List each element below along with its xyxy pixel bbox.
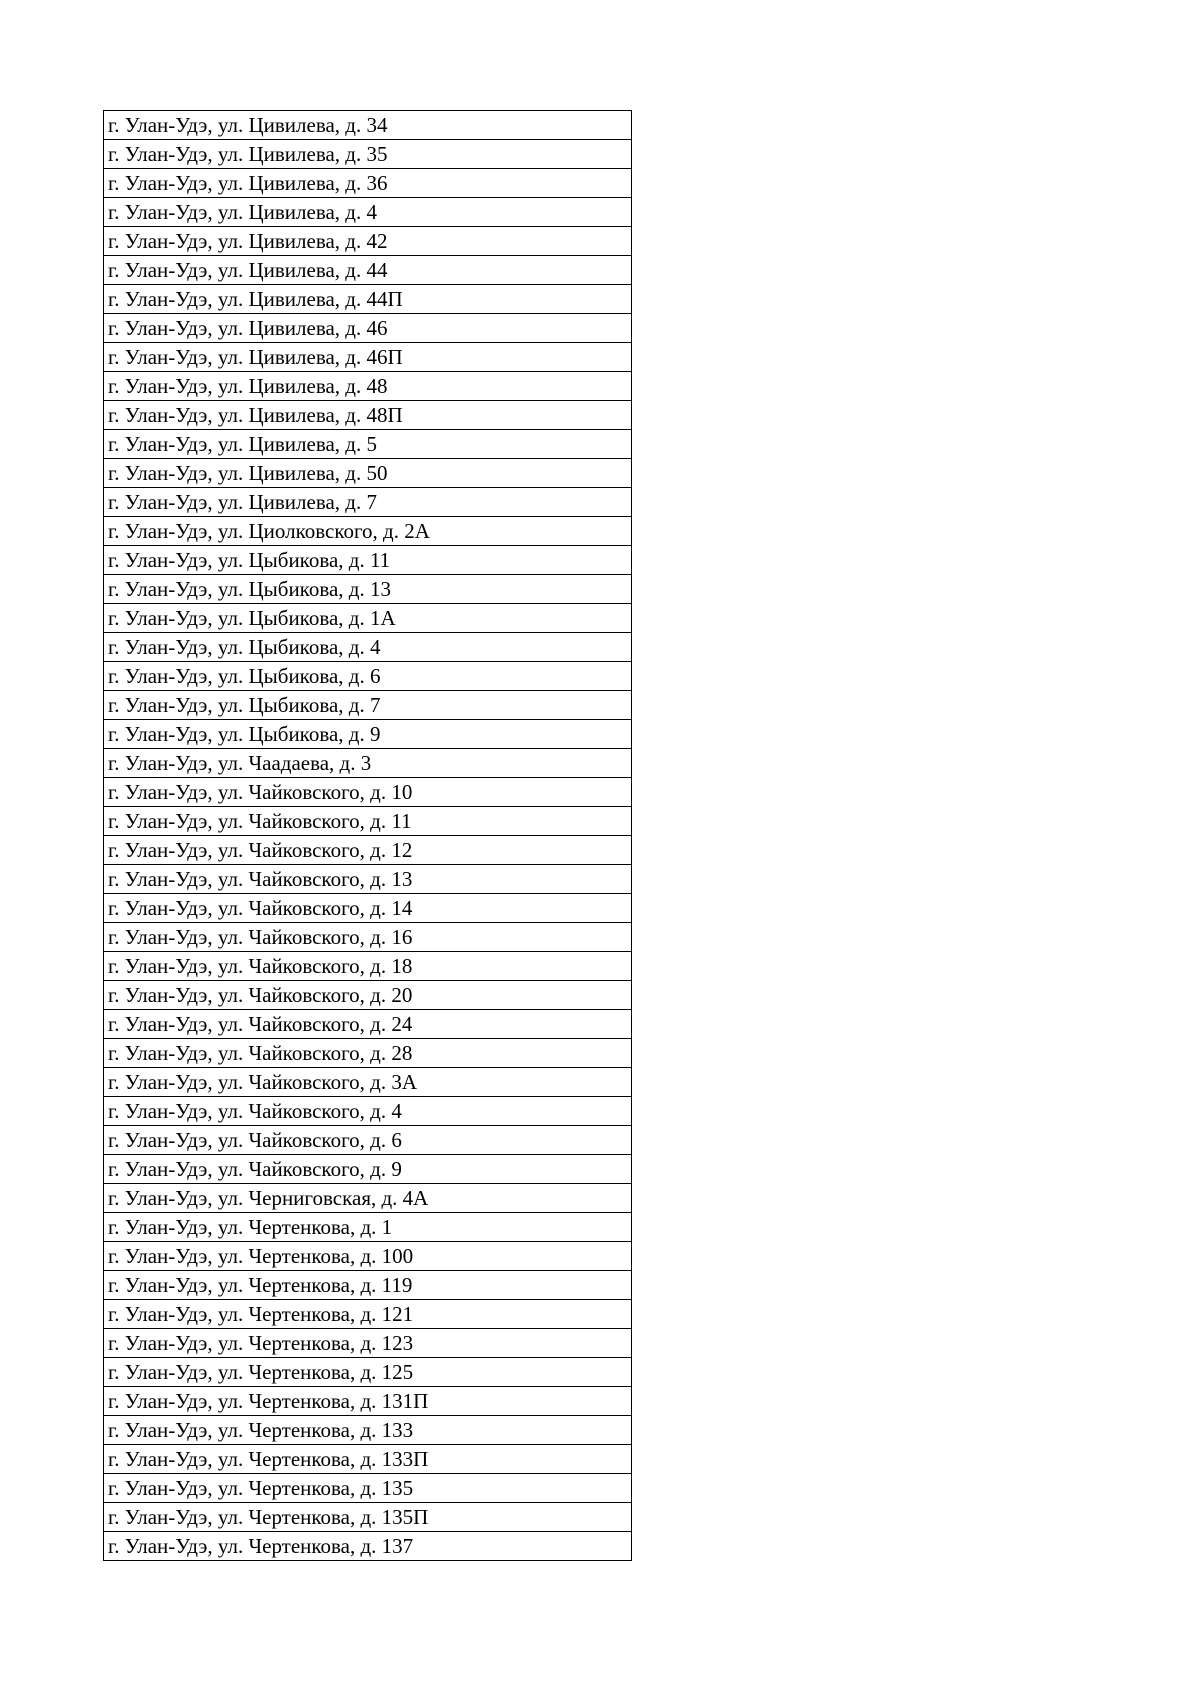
table-row	[104, 1300, 632, 1329]
table-row	[104, 575, 632, 604]
address-cell: г. Улан-Удэ, ул. Чайковского, д. 9	[104, 1155, 632, 1184]
address-cell: г. Улан-Удэ, ул. Чайковского, д. 11	[104, 807, 632, 836]
address-cell: г. Улан-Удэ, ул. Черниговская, д. 4А	[104, 1184, 632, 1213]
address-cell: г. Улан-Удэ, ул. Цивилева, д. 35	[104, 140, 632, 169]
table-row	[104, 1445, 632, 1474]
table-row	[104, 1184, 632, 1213]
table-row	[104, 1271, 632, 1300]
table-row	[104, 894, 632, 923]
address-cell: г. Улан-Удэ, ул. Цивилева, д. 5	[104, 430, 632, 459]
address-cell: г. Улан-Удэ, ул. Цыбикова, д. 6	[104, 662, 632, 691]
address-cell: г. Улан-Удэ, ул. Чертенкова, д. 123	[104, 1329, 632, 1358]
table-row	[104, 1155, 632, 1184]
address-cell: г. Улан-Удэ, ул. Чертенкова, д. 125	[104, 1358, 632, 1387]
address-cell: г. Улан-Удэ, ул. Чертенкова, д. 1	[104, 1213, 632, 1242]
address-cell: г. Улан-Удэ, ул. Чертенкова, д. 135П	[104, 1503, 632, 1532]
table-row	[104, 546, 632, 575]
table-row	[104, 981, 632, 1010]
table-row	[104, 1213, 632, 1242]
address-cell: г. Улан-Удэ, ул. Цивилева, д. 4	[104, 198, 632, 227]
address-cell: г. Улан-Удэ, ул. Цивилева, д. 48	[104, 372, 632, 401]
address-cell: г. Улан-Удэ, ул. Чайковского, д. 4	[104, 1097, 632, 1126]
table-row	[104, 633, 632, 662]
table-row	[104, 1068, 632, 1097]
address-cell: г. Улан-Удэ, ул. Чертенкова, д. 135	[104, 1474, 632, 1503]
address-cell: г. Улан-Удэ, ул. Чайковского, д. 3А	[104, 1068, 632, 1097]
address-cell: г. Улан-Удэ, ул. Чайковского, д. 20	[104, 981, 632, 1010]
table-row	[104, 1416, 632, 1445]
address-cell: г. Улан-Удэ, ул. Цивилева, д. 48П	[104, 401, 632, 430]
table-row	[104, 923, 632, 952]
table-row	[104, 778, 632, 807]
address-cell: г. Улан-Удэ, ул. Цыбикова, д. 7	[104, 691, 632, 720]
table-row	[104, 372, 632, 401]
address-cell: г. Улан-Удэ, ул. Чайковского, д. 16	[104, 923, 632, 952]
address-cell: г. Улан-Удэ, ул. Чайковского, д. 14	[104, 894, 632, 923]
table-row	[104, 198, 632, 227]
address-cell: г. Улан-Удэ, ул. Чайковского, д. 28	[104, 1039, 632, 1068]
address-cell: г. Улан-Удэ, ул. Цивилева, д. 46П	[104, 343, 632, 372]
table-row	[104, 1358, 632, 1387]
address-cell: г. Улан-Удэ, ул. Чертенкова, д. 119	[104, 1271, 632, 1300]
table-row	[104, 720, 632, 749]
address-cell: г. Улан-Удэ, ул. Чайковского, д. 12	[104, 836, 632, 865]
address-cell: г. Улан-Удэ, ул. Чертенкова, д. 133П	[104, 1445, 632, 1474]
table-row	[104, 343, 632, 372]
table-row	[104, 517, 632, 546]
address-cell: г. Улан-Удэ, ул. Цивилева, д. 46	[104, 314, 632, 343]
table-row	[104, 1039, 632, 1068]
table-row	[104, 256, 632, 285]
table-row	[104, 1097, 632, 1126]
address-cell: г. Улан-Удэ, ул. Циолковского, д. 2А	[104, 517, 632, 546]
table-row	[104, 459, 632, 488]
address-cell: г. Улан-Удэ, ул. Цыбикова, д. 13	[104, 575, 632, 604]
table-row	[104, 169, 632, 198]
table-row	[104, 401, 632, 430]
address-cell: г. Улан-Удэ, ул. Чертенкова, д. 100	[104, 1242, 632, 1271]
table-row	[104, 1532, 632, 1561]
table-row	[104, 1010, 632, 1039]
address-table-body	[104, 111, 632, 1561]
table-row	[104, 662, 632, 691]
address-cell: г. Улан-Удэ, ул. Цивилева, д. 7	[104, 488, 632, 517]
address-cell: г. Улан-Удэ, ул. Чертенкова, д. 133	[104, 1416, 632, 1445]
table-row	[104, 227, 632, 256]
table-row	[104, 314, 632, 343]
table-row	[104, 430, 632, 459]
table-row	[104, 285, 632, 314]
address-cell: г. Улан-Удэ, ул. Цивилева, д. 36	[104, 169, 632, 198]
table-row	[104, 1329, 632, 1358]
address-cell: г. Улан-Удэ, ул. Чайковского, д. 13	[104, 865, 632, 894]
table-row	[104, 952, 632, 981]
table-row	[104, 807, 632, 836]
address-cell: г. Улан-Удэ, ул. Цивилева, д. 34	[104, 111, 632, 140]
table-row	[104, 691, 632, 720]
table-row	[104, 1474, 632, 1503]
table-row	[104, 1126, 632, 1155]
address-cell: г. Улан-Удэ, ул. Цивилева, д. 44	[104, 256, 632, 285]
table-row	[104, 865, 632, 894]
address-cell: г. Улан-Удэ, ул. Чертенкова, д. 121	[104, 1300, 632, 1329]
address-cell: г. Улан-Удэ, ул. Чайковского, д. 10	[104, 778, 632, 807]
table-row	[104, 1242, 632, 1271]
address-cell: г. Улан-Удэ, ул. Чертенкова, д. 137	[104, 1532, 632, 1561]
address-cell: г. Улан-Удэ, ул. Чаадаева, д. 3	[104, 749, 632, 778]
address-cell: г. Улан-Удэ, ул. Цыбикова, д. 4	[104, 633, 632, 662]
address-cell: г. Улан-Удэ, ул. Цыбикова, д. 1А	[104, 604, 632, 633]
address-cell: г. Улан-Удэ, ул. Цыбикова, д. 11	[104, 546, 632, 575]
table-row	[104, 111, 632, 140]
table-row	[104, 488, 632, 517]
table-row	[104, 836, 632, 865]
table-row	[104, 749, 632, 778]
address-table	[103, 110, 632, 1561]
address-cell: г. Улан-Удэ, ул. Цивилева, д. 42	[104, 227, 632, 256]
address-cell: г. Улан-Удэ, ул. Цивилева, д. 44П	[104, 285, 632, 314]
table-row	[104, 1387, 632, 1416]
table-row	[104, 1503, 632, 1532]
address-cell: г. Улан-Удэ, ул. Цивилева, д. 50	[104, 459, 632, 488]
table-row	[104, 604, 632, 633]
address-cell: г. Улан-Удэ, ул. Чертенкова, д. 131П	[104, 1387, 632, 1416]
address-cell: г. Улан-Удэ, ул. Чайковского, д. 6	[104, 1126, 632, 1155]
address-cell: г. Улан-Удэ, ул. Чайковского, д. 18	[104, 952, 632, 981]
address-cell: г. Улан-Удэ, ул. Цыбикова, д. 9	[104, 720, 632, 749]
table-row	[104, 140, 632, 169]
address-cell: г. Улан-Удэ, ул. Чайковского, д. 24	[104, 1010, 632, 1039]
